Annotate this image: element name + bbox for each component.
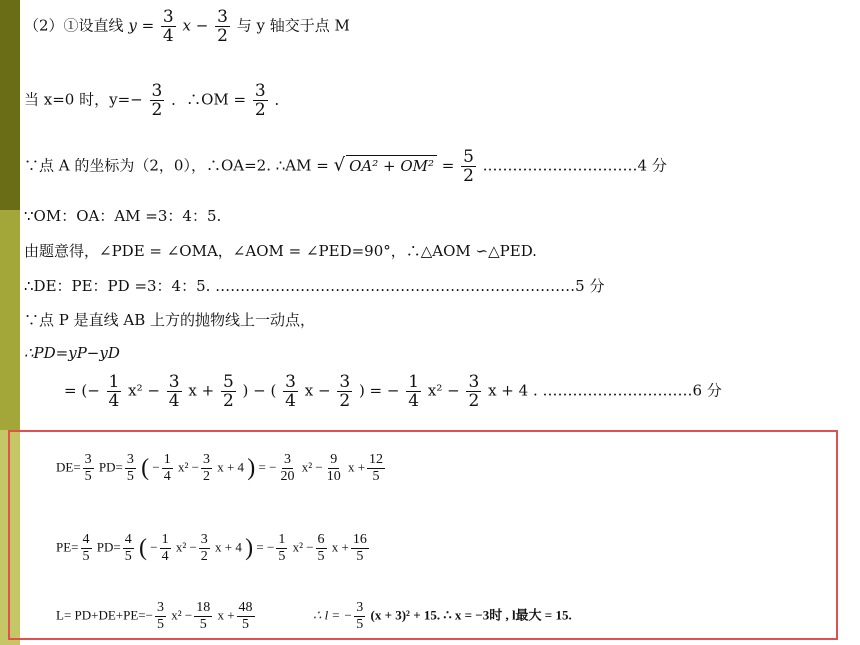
fraction	[461, 148, 476, 185]
fraction	[201, 452, 212, 485]
line-2	[24, 82, 290, 119]
text: ∴PD=yP−yD	[24, 344, 120, 362]
fraction	[221, 373, 236, 410]
line-3	[24, 148, 667, 185]
numerator: 1	[408, 372, 420, 392]
denominator: 4	[108, 391, 120, 411]
fraction	[316, 532, 327, 565]
text: (x + 3)² + 15. ∴ x = −3时 , l最大 = 15.	[370, 607, 572, 623]
numerator: 4	[82, 532, 90, 547]
text: x +	[347, 459, 366, 475]
text: ．∴OM =	[171, 90, 247, 109]
denominator: 2	[151, 100, 163, 120]
numerator: 18	[196, 600, 211, 615]
fraction	[283, 373, 298, 410]
denominator: 2	[200, 549, 208, 564]
fraction	[276, 532, 287, 565]
denominator: 5	[82, 549, 90, 564]
denominator: 5	[156, 617, 164, 632]
denominator: 4	[162, 26, 174, 46]
denominator: 2	[254, 100, 266, 120]
text: …………………………6 分	[542, 381, 722, 400]
text: x² −	[292, 539, 314, 555]
numerator: 3	[84, 452, 92, 467]
denominator: 5	[356, 617, 364, 632]
line-4	[24, 206, 221, 226]
fraction	[253, 82, 268, 119]
numerator: 3	[151, 81, 163, 101]
text: x² −	[171, 607, 193, 623]
text: x² −	[427, 381, 460, 400]
text: )	[247, 455, 256, 481]
numerator: 3	[168, 372, 180, 392]
text: x² −	[128, 381, 160, 400]
text: ) = −	[358, 381, 400, 400]
numerator: 3	[202, 452, 210, 467]
text: (	[141, 455, 150, 481]
denominator: 4	[163, 469, 171, 484]
text: x² −	[175, 539, 197, 555]
text: = −	[258, 459, 277, 475]
text: .…………………………4 分	[482, 156, 667, 175]
fraction	[367, 452, 385, 485]
line-6	[24, 276, 605, 296]
denominator: 5	[372, 469, 380, 484]
fraction	[237, 600, 255, 633]
text: 由题意得，∠PDE = ∠OMA，∠AOM = ∠PED=90°，∴△AOM ∽△PED.	[24, 242, 537, 260]
fraction	[354, 600, 365, 633]
fraction	[160, 532, 171, 565]
text: （2）①设直线	[24, 16, 124, 35]
fraction	[107, 373, 122, 410]
numerator: 3	[254, 81, 266, 101]
fraction	[162, 452, 173, 485]
fraction	[194, 600, 212, 633]
text: DE=	[56, 459, 81, 475]
fraction	[199, 532, 210, 565]
denominator: 2	[339, 391, 351, 411]
denominator: 5	[242, 617, 250, 632]
line-1	[24, 8, 350, 45]
numerator: 6	[317, 532, 325, 547]
text: x +	[217, 607, 235, 623]
numerator: 48	[238, 600, 253, 615]
text: ) − (	[242, 381, 277, 400]
text: y =	[128, 16, 155, 35]
text: )	[245, 535, 254, 561]
text: 当 x=0 时，y=−	[24, 90, 143, 109]
text: x + 4	[217, 459, 245, 475]
numerator: 3	[162, 7, 174, 27]
fraction	[125, 452, 136, 485]
fraction	[215, 8, 230, 45]
text: PE=	[56, 539, 79, 555]
text: ∵OM：OA：AM =3：4：5.	[24, 207, 222, 225]
denominator: 20	[280, 469, 295, 484]
denominator: 2	[222, 391, 234, 411]
boxed-derivation	[8, 430, 838, 640]
text: PD=	[98, 459, 123, 475]
numerator: 3	[156, 600, 164, 615]
text: L= PD+DE+PE=−	[56, 607, 153, 623]
text: x² −	[177, 459, 199, 475]
line-9	[64, 373, 722, 410]
fraction	[325, 452, 343, 485]
fraction	[161, 8, 176, 45]
text: x + 4	[215, 539, 242, 555]
denominator: 5	[356, 549, 364, 564]
denominator: 2	[202, 469, 210, 484]
numerator: 3	[200, 532, 208, 547]
denominator: 5	[126, 469, 134, 484]
text: ∴ l = −	[313, 607, 353, 623]
text: x −	[304, 381, 331, 400]
sidebar-segment-mid	[0, 210, 20, 430]
numerator: 3	[217, 7, 228, 27]
text: = −	[256, 539, 275, 555]
text: x + 4 .	[488, 381, 538, 400]
text: x² −	[301, 459, 323, 475]
text: ．	[274, 90, 290, 109]
denominator: 5	[317, 549, 325, 564]
text: =	[441, 156, 455, 175]
denominator: 4	[161, 549, 169, 564]
fraction	[167, 373, 182, 410]
denominator: 5	[199, 617, 207, 632]
text: −	[152, 459, 160, 475]
text: ∴DE：PE：PD =3：4：5. ………………………………………………………………5 分	[24, 277, 605, 295]
text: = (−	[64, 381, 100, 400]
numerator: 3	[468, 372, 480, 392]
numerator: 1	[163, 452, 171, 467]
text: (	[138, 535, 147, 561]
line-7	[24, 310, 315, 330]
denominator: 5	[84, 469, 92, 484]
denominator: 4	[408, 391, 420, 411]
sqrt-content: OA² + OM²	[346, 155, 437, 176]
text: PD=	[96, 539, 121, 555]
numerator: 3	[356, 600, 364, 615]
numerator: 1	[161, 532, 169, 547]
fraction	[466, 373, 481, 410]
sqrt-sign: √	[333, 154, 346, 176]
boxed-line-de	[56, 452, 387, 485]
denominator: 4	[168, 391, 180, 411]
text: ∵点 A 的坐标为（2，0），∴OA=2. ∴AM =	[24, 156, 329, 175]
numerator: 3	[285, 372, 296, 392]
numerator: 1	[278, 532, 286, 547]
text: x +	[331, 539, 349, 555]
text: x +	[188, 381, 215, 400]
text: −	[150, 539, 158, 555]
numerator: 12	[369, 452, 384, 467]
denominator: 2	[468, 391, 480, 411]
denominator: 5	[278, 549, 286, 564]
text: ∵点 P 是直线 AB 上方的抛物线上一动点，	[24, 311, 316, 329]
denominator: 10	[326, 469, 341, 484]
fraction	[278, 452, 296, 485]
text: 与 y 轴交于点 M	[236, 16, 350, 35]
numerator: 5	[222, 372, 234, 392]
boxed-line-pe	[56, 532, 371, 565]
numerator: 5	[463, 147, 474, 167]
line-5	[24, 241, 537, 261]
fraction	[81, 532, 92, 565]
fraction	[150, 82, 165, 119]
fraction	[337, 373, 352, 410]
fraction	[123, 532, 134, 565]
numerator: 9	[330, 452, 338, 467]
numerator: 3	[126, 452, 134, 467]
numerator: 4	[124, 532, 132, 547]
numerator: 3	[339, 372, 351, 392]
line-8	[24, 343, 120, 363]
numerator: 3	[283, 452, 291, 467]
denominator: 2	[217, 26, 228, 46]
fraction	[83, 452, 94, 485]
fraction	[155, 600, 166, 633]
text: x −	[182, 16, 209, 35]
numerator: 1	[108, 372, 120, 392]
fraction	[406, 373, 421, 410]
numerator: 16	[352, 532, 367, 547]
denominator: 2	[463, 166, 474, 186]
fraction	[351, 532, 369, 565]
sidebar-segment-dark	[0, 0, 20, 210]
boxed-line-l	[56, 600, 572, 633]
denominator: 5	[124, 549, 132, 564]
denominator: 4	[285, 391, 296, 411]
